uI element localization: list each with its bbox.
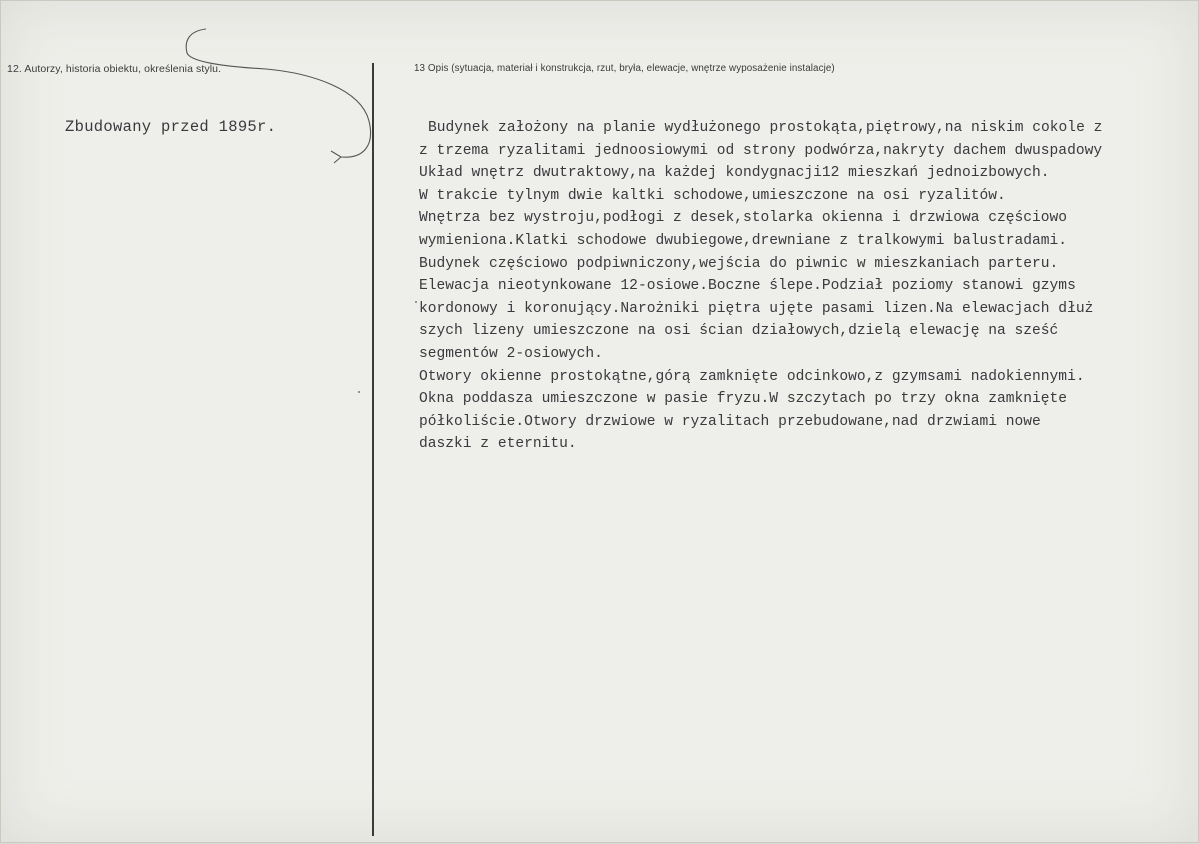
description-line: Budynek częściowo podpiwniczony,wejścia do piwnic w mieszkaniach parteru. [419,255,1059,272]
description-line: Elewacja nieotynkowane 12-osiowe.Boczne ślepe.Podział poziomy stanowi gzyms [419,278,1076,295]
description-line: kordonowy i koronujący.Narożniki piętra ujęte pasami lizen.Na elewacjach dłuż [419,300,1094,317]
paper-speck [358,391,360,393]
description-line: z trzema ryzalitami jednoosiowymi od strony podwórza,nakryty dachem dwuspadowy [419,142,1103,159]
history-text: Zbudowany przed 1895r. [65,118,277,136]
paper-speck [415,301,417,303]
column-divider [372,63,374,836]
description-line: Otwory okienne prostokątne,górą zamknięte odcinkowo,z gzymsami nadokiennymi. [419,368,1085,385]
description-line: Budynek założony na planie wydłużonego prostokąta,piętrowy,na niskim cokole z [428,120,1103,136]
description-line: daszki z eternitu. [419,436,577,453]
section-12-header: 12. Autorzy, historia obiektu, określenia stylu. [7,63,222,75]
description-line: półkoliście.Otwory drzwiowe w ryzalitach przebudowane,nad drzwiami nowe [419,413,1041,430]
description-line: Wnętrza bez wystroju,podłogi z desek,stolarka okienna i drzwiowa częściowo [419,210,1068,227]
description-line: W trakcie tylnym dwie kaltki schodowe,umieszczone na osi ryzalitów. [419,187,1006,204]
section-13-header: 13 Opis (sytuacja, materiał i konstrukcja, rzut, bryła, elewacje, wnętrze wyposażenie instalacje) [414,63,835,74]
description-line: segmentów 2-osiowych. [419,345,603,362]
description-line: wymieniona.Klatki schodowe dwubiegowe,drewniane z tralkowymi balustradami. [419,232,1068,249]
description-line: Okna poddasza umieszczone w pasie fryzu.W szczytach po trzy okna zamknięte [419,391,1068,408]
description-text [419,117,1198,456]
description-line: szych lizeny umieszczone na osi ścian działowych,dzielą elewację na sześć [419,323,1059,340]
description-line: Układ wnętrz dwutraktowy,na każdej kondygnacji12 mieszkań jednoizbowych. [419,165,1050,182]
